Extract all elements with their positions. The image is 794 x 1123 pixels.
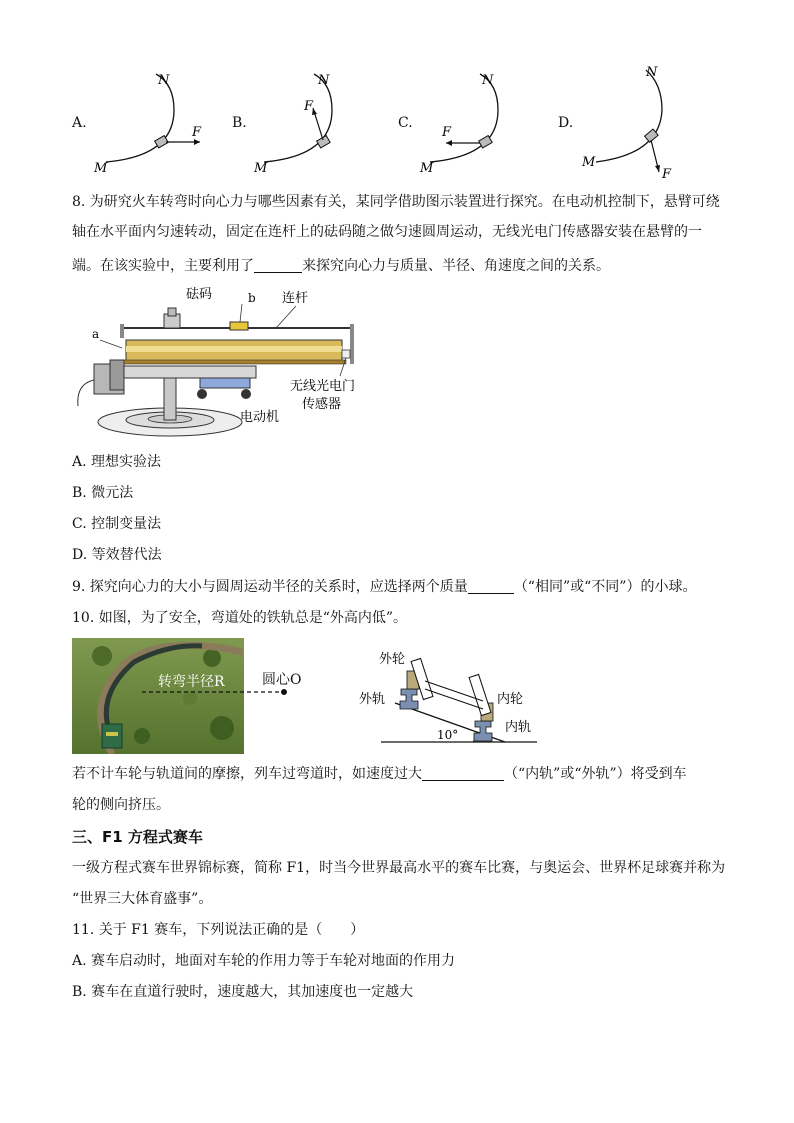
q10-train-photo (72, 638, 317, 754)
q10-outer-rail-label: 外轨 (359, 692, 386, 707)
option-c-f-label: F (442, 125, 452, 140)
q10-outer-wheel-label: 外轮 (379, 652, 406, 667)
option-b-m-label: M (254, 161, 268, 176)
q8-line-3 (72, 251, 732, 281)
q10-intro: 10. 如图，为了安全，弯道处的铁轨总是“外高内低”。 (72, 610, 408, 626)
q11-option-b[interactable]: B. 赛车在直道行驶时，速度越大，其加速度也一定越大 (72, 984, 414, 1000)
option-c-m-label: M (420, 161, 434, 176)
q8-option-b[interactable]: B. 微元法 (72, 485, 134, 501)
q8-label-sensor-1: 无线光电门 (290, 379, 356, 394)
q8-apparatus-figure (70, 284, 400, 444)
option-b-f-label: F (304, 99, 314, 114)
option-a-f-label: F (192, 125, 202, 140)
option-d-f-label: F (662, 167, 672, 182)
option-a-letter: A. (72, 115, 87, 131)
q8-label-motor: 电动机 (240, 410, 280, 425)
option-c-n-label: N (482, 73, 494, 88)
q8-line-3-pre: 端。在该实验中，主要利用了 (72, 258, 254, 274)
option-a-n-label: N (158, 73, 170, 88)
option-d-figure (574, 60, 704, 184)
q10-answer-blank[interactable] (422, 764, 504, 781)
q10-line-1 (72, 759, 732, 789)
q10-inner-rail-label: 内轨 (505, 720, 532, 735)
q10-line-1-post: （“内轨”或“外轨”）将受到车 (504, 766, 687, 782)
q8-line-1: 8. 为研究火车转弯时向心力与哪些因素有关，某同学借助图示装置进行探究。在电动机控制下，悬臂可绕 (72, 194, 720, 210)
q11-option-a[interactable]: A. 赛车启动时，地面对车轮的作用力等于车轮对地面的作用力 (72, 953, 456, 969)
q9-answer-blank[interactable] (468, 577, 514, 594)
q10-line-1-pre: 若不计车轮与轨道间的摩擦，列车过弯道时，如速度过大 (72, 766, 422, 782)
q8-label-rod: 连杆 (282, 291, 309, 306)
section-3-para-1: 一级方程式赛车世界锦标赛，简称 F1，时当今世界最高水平的赛车比赛，与奥运会、世界杯足球赛并称为 (72, 860, 726, 876)
option-b-figure (248, 62, 378, 180)
section-3-title: 三、F1 方程式赛车 (72, 828, 203, 846)
q9-line (72, 572, 732, 602)
q8-label-a: a (92, 327, 100, 341)
q8-label-sensor-2: 传感器 (302, 397, 342, 412)
section-3-para-2: “世界三大体育盛事”。 (72, 891, 213, 907)
option-b-n-label: N (318, 73, 330, 88)
q11-stem: 11. 关于 F1 赛车，下列说法正确的是（ ） (72, 922, 365, 938)
q10-angle-label: 10° (437, 728, 459, 742)
q8-label-weight: 砝码 (186, 287, 213, 302)
option-c-figure (414, 62, 544, 180)
q8-option-a[interactable]: A. 理想实验法 (72, 454, 162, 470)
q8-option-d[interactable]: D. 等效替代法 (72, 547, 162, 563)
option-d-n-label: N (646, 65, 658, 80)
q10-center-label: 圆心O (262, 672, 302, 688)
q10-radius-label: 转弯半径R (158, 674, 225, 690)
q9-post: （“相同”或“不同”）的小球。 (513, 579, 697, 595)
q10-line-2: 轮的侧向挤压。 (72, 797, 170, 813)
q9-pre: 9. 探究向心力的大小与圆周运动半径的关系时，应选择两个质量 (72, 579, 468, 595)
q8-label-b: b (248, 291, 256, 305)
q8-option-c[interactable]: C. 控制变量法 (72, 516, 162, 532)
option-a-m-label: M (94, 161, 108, 176)
option-a-figure (86, 62, 216, 180)
q10-rail-diagram (355, 645, 555, 750)
option-b-letter: B. (232, 115, 247, 131)
q8-answer-blank[interactable] (254, 256, 302, 273)
option-c-letter: C. (398, 115, 413, 131)
option-d-letter: D. (558, 115, 574, 131)
q8-line-3-post: 来探究向心力与质量、半径、角速度之间的关系。 (302, 258, 610, 274)
q8-line-2: 轴在水平面内匀速转动，固定在连杆上的砝码随之做匀速圆周运动，无线光电门传感器安装在悬臂的一 (72, 224, 702, 240)
q10-inner-wheel-label: 内轮 (497, 692, 524, 707)
option-d-m-label: M (582, 155, 596, 170)
